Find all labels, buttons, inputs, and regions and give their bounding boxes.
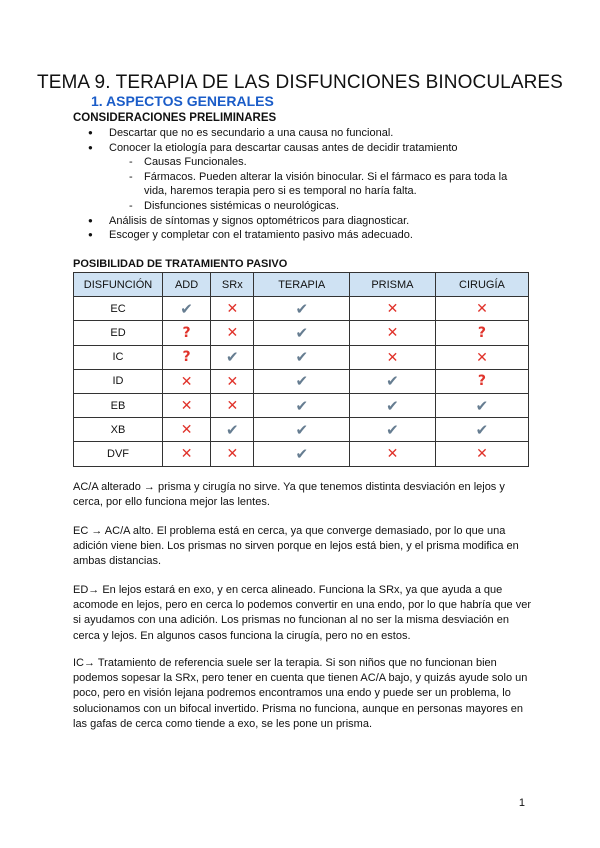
cross-icon: ✕ (180, 372, 193, 389)
table-cell (350, 369, 436, 393)
cross-icon: ✕ (476, 445, 488, 462)
check-icon: ✔ (386, 397, 399, 415)
table-row (74, 369, 529, 393)
table-cell (254, 418, 350, 442)
cross-icon: ✕ (226, 300, 239, 317)
table-cell (211, 297, 254, 321)
paragraph: ED→ En lejos estará en exo, y en cerca alineado. Funciona la SRx, ya que ayuda a que acomode en lejos, pero en cerca lo podemos convertir en una endo, por lo que habría que ver si ayudamos con una adición. Los prismas no funcionan al no ser la misma desviación en cerca y lejos. En algunos casos funciona la cirugía, pero no en estos. (73, 584, 532, 642)
bullet-item (73, 141, 533, 214)
table-cell (211, 369, 254, 393)
check-icon: ✔ (226, 349, 239, 367)
table-cell (211, 418, 254, 442)
table-cell (435, 321, 528, 345)
page-title: TEMA 9. TERAPIA DE LAS DISFUNCIONES BINOCULARES (37, 72, 563, 93)
table-cell (435, 418, 528, 442)
row-label: ID (74, 369, 163, 393)
table-body (74, 297, 529, 466)
cross-icon: ✕ (386, 445, 399, 462)
check-icon: ✔ (386, 421, 399, 439)
table-cell (435, 297, 528, 321)
check-icon: ✔ (386, 373, 399, 391)
sub-bullet-item: - Causas Funcionales. (109, 155, 533, 170)
table-cell (350, 297, 436, 321)
check-icon: ✔ (295, 397, 309, 415)
column-header: PRISMA (350, 273, 436, 297)
table-cell (350, 442, 436, 466)
table-cell (435, 442, 528, 466)
question-icon: ? (182, 349, 191, 366)
check-icon: ✔ (295, 421, 309, 439)
row-label: XB (74, 418, 163, 442)
bullet-item: ● Escoger y completar con el tratamiento pasivo más adecuado. (73, 228, 533, 243)
table-cell (435, 393, 528, 417)
cross-icon: ✕ (226, 372, 239, 389)
paragraph: EC → AC/A alto. El problema está en cerca, ya que converge demasiado, por lo que una adición viene bien. Los prismas no sirven porque en lejos está bien, y el prisma modifica en ambas distancias. (73, 525, 519, 568)
row-label: EB (74, 393, 163, 417)
table-row (74, 297, 529, 321)
question-icon: ? (477, 373, 486, 390)
table-cell (163, 418, 211, 442)
table-cell (163, 297, 211, 321)
table-cell (254, 297, 350, 321)
check-icon: ✔ (475, 397, 489, 415)
check-icon: ✔ (295, 324, 309, 342)
cross-icon: ✕ (476, 300, 488, 317)
table-caption: POSIBILIDAD DE TRATAMIENTO PASIVO (73, 258, 288, 270)
table-row (74, 442, 529, 466)
table-cell (211, 442, 254, 466)
table-row (74, 418, 529, 442)
table-cell (211, 345, 254, 369)
subheading: CONSIDERACIONES PRELIMINARES (73, 112, 277, 124)
bullet-item: ● Análisis de síntomas y signos optométricos para diagnosticar. (73, 214, 533, 229)
table-cell (163, 442, 211, 466)
check-icon: ✔ (475, 421, 489, 439)
table-cell (435, 345, 528, 369)
bullet-text: Conocer la etiología para descartar causas antes de decidir tratamiento (109, 141, 458, 154)
cross-icon: ✕ (476, 348, 488, 365)
paragraph: IC→ Tratamiento de referencia suele ser la terapia. Si son niños que no funcionan bien podemos sopesar la SRx, pero tener en cuenta que tienen AC/A bajo, y quizás ayude solo un poco, pero en visión lejana podremos encontramos una endo y puede ser un problema, lo solucionamos con un bifocal invertido. Prisma no funciona, aunque en personas mayores en las gafas de cerca como tiende a exo, se les pone un prisma. (73, 657, 528, 730)
cross-icon: ✕ (386, 300, 399, 317)
check-icon: ✔ (180, 300, 193, 318)
table-row (74, 321, 529, 345)
cross-icon: ✕ (180, 421, 193, 438)
check-icon: ✔ (226, 421, 239, 439)
cross-icon: ✕ (226, 445, 239, 462)
table-cell (254, 442, 350, 466)
table-row (74, 345, 529, 369)
table-cell (350, 393, 436, 417)
column-header: ADD (163, 273, 211, 297)
bullet-list (73, 126, 533, 243)
sub-bullet-item: - Disfunciones sistémicas o neurológicas. (109, 199, 533, 214)
section-heading: 1. ASPECTOS GENERALES (91, 93, 274, 109)
bullet-item: ● Descartar que no es secundario a una causa no funcional. (73, 126, 533, 141)
row-label: ED (74, 321, 163, 345)
table-cell (163, 321, 211, 345)
cross-icon: ✕ (180, 397, 193, 414)
treatment-table (73, 272, 529, 467)
table-cell (350, 418, 436, 442)
table-cell (350, 345, 436, 369)
table-row (74, 393, 529, 417)
check-icon: ✔ (295, 445, 309, 463)
table-cell (211, 321, 254, 345)
sub-bullet-list (109, 155, 533, 213)
column-header: CIRUGÍA (435, 273, 528, 297)
check-icon: ✔ (295, 300, 309, 318)
table-cell (254, 345, 350, 369)
cross-icon: ✕ (386, 324, 399, 341)
column-header: DISFUNCIÓN (74, 273, 163, 297)
cross-icon: ✕ (180, 445, 193, 462)
check-icon: ✔ (295, 349, 309, 367)
cross-icon: ✕ (226, 397, 239, 414)
row-label: DVF (74, 442, 163, 466)
table-cell (254, 369, 350, 393)
table-cell (254, 321, 350, 345)
table-cell (163, 369, 211, 393)
column-header: TERAPIA (254, 273, 350, 297)
question-icon: ? (182, 324, 191, 341)
table-cell (211, 393, 254, 417)
table-cell (163, 393, 211, 417)
table-cell (254, 393, 350, 417)
table-cell (435, 369, 528, 393)
question-icon: ? (477, 324, 486, 341)
check-icon: ✔ (295, 373, 309, 391)
table-header-row (74, 273, 529, 297)
table-cell (350, 321, 436, 345)
table-cell (163, 345, 211, 369)
paragraph: AC/A alterado → prisma y cirugía no sirve. Ya que tenemos distinta desviación en lejos y cerca, por ello funciona mejor las lentes. (73, 481, 505, 509)
cross-icon: ✕ (226, 324, 239, 341)
row-label: IC (74, 345, 163, 369)
cross-icon: ✕ (386, 348, 399, 365)
sub-bullet-item: - Fármacos. Pueden alterar la visión binocular. Si el fármaco es para toda la vida, haremos terapia pero si es temporal no haría falta. (109, 170, 533, 199)
row-label: EC (74, 297, 163, 321)
column-header: SRx (211, 273, 254, 297)
page-number: 1 (518, 797, 525, 809)
